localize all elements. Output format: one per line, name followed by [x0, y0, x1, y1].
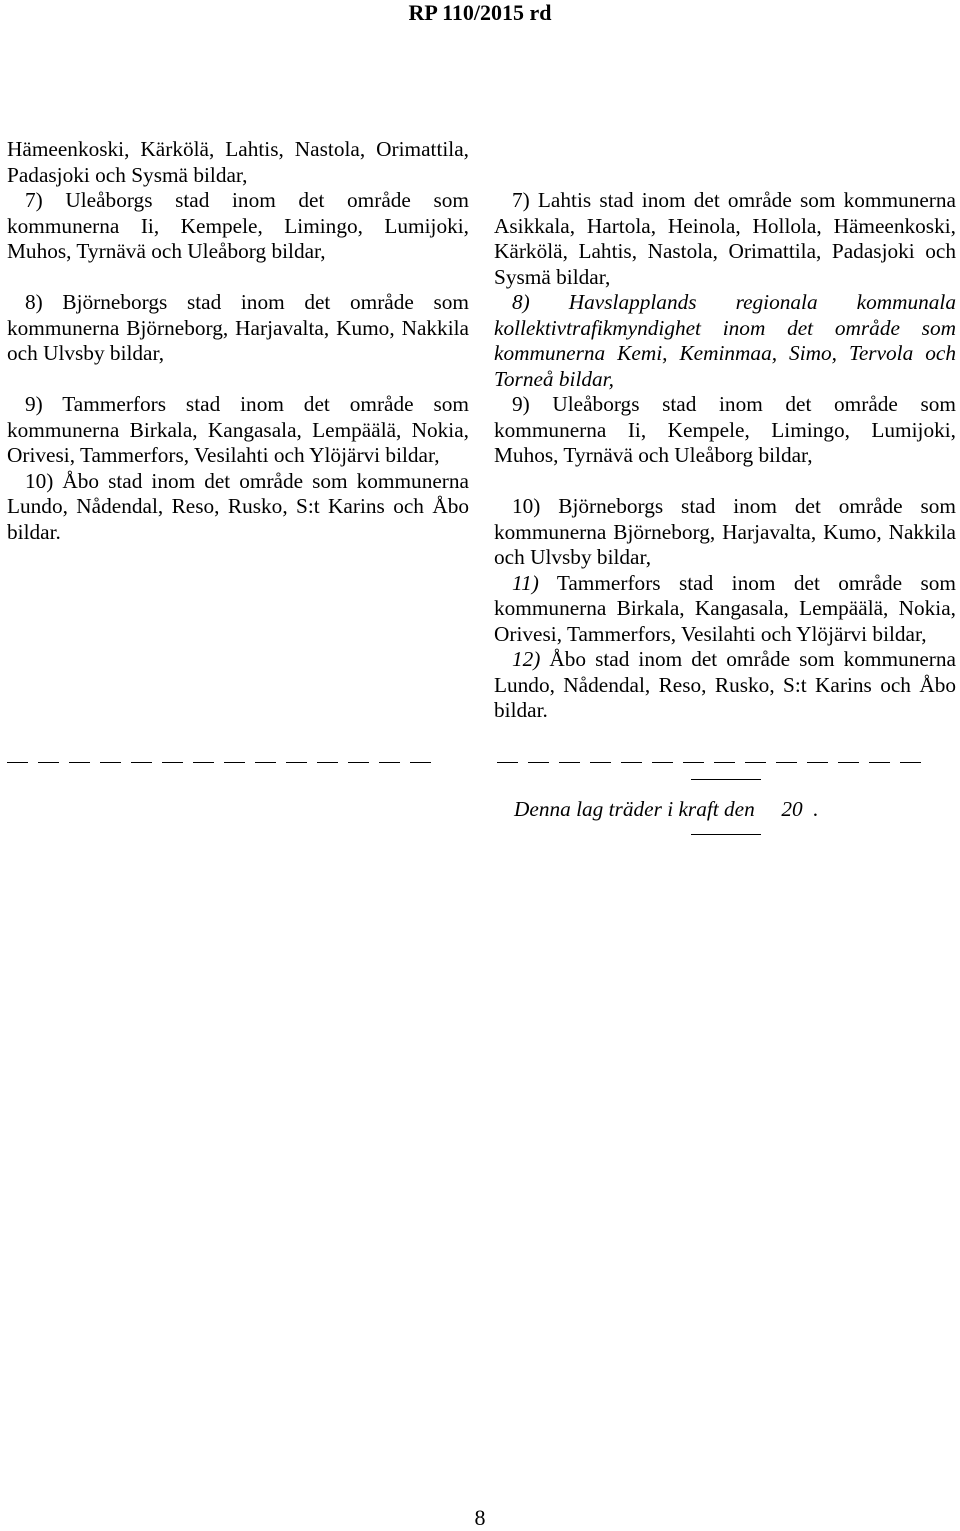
paragraph-item-8: 8) Havslapplands regionala kommunala kollektivtrafikmyndighet inom det område som kommunerna Kemi, Keminmaa, Simo, Tervola och Torneå bildar, — [494, 290, 956, 391]
right-column — [494, 188, 956, 724]
rule-below-enactment — [691, 834, 761, 835]
paragraph-item-8: 8) Björneborgs stad inom det område som kommunerna Björneborg, Harjavalta, Kumo, Nakkila och Ulvsby bildar, — [7, 290, 469, 365]
dash — [559, 762, 580, 763]
item-text: Åbo stad inom det område som kommunerna Lundo, Nådendal, Reso, Rusko, S:t Karins och Åbo bildar. — [494, 647, 956, 722]
dash — [590, 762, 611, 763]
dash — [776, 762, 797, 763]
paragraph-item-12 — [494, 647, 956, 724]
paragraph-item-7: 7) Uleåborgs stad inom det område som kommunerna Ii, Kempele, Limingo, Lumijoki, Muhos, Tyrnävä och Uleåborg bildar, — [7, 188, 469, 263]
paragraph-item-11 — [494, 571, 956, 648]
paragraph-item-9: 9) Uleåborgs stad inom det område som kommunerna Ii, Kempele, Limingo, Lumijoki, Muhos, Tyrnävä och Uleåborg bildar, — [494, 392, 956, 467]
dash — [900, 762, 921, 763]
page-number: 8 — [474, 1505, 486, 1530]
dash — [410, 762, 431, 763]
document-header: RP 110/2015 rd — [408, 0, 552, 25]
item-number: 11) — [512, 570, 539, 595]
dash-separator-right — [497, 762, 921, 763]
dash — [348, 762, 369, 763]
dash — [162, 762, 183, 763]
paragraph-item-7: 7) Lahtis stad inom det område som kommunerna Asikkala, Hartola, Heinola, Hollola, Hämeenkoski, Kärkölä, Lahtis, Nastola, Orimattila, Padasjoki och Sysmä bildar, — [494, 188, 956, 289]
rule-above-enactment — [691, 779, 761, 780]
dash — [100, 762, 121, 763]
paragraph-item-10: 10) Björneborgs stad inom det område som kommunerna Björneborg, Harjavalta, Kumo, Nakkila och Ulvsby bildar, — [494, 494, 956, 569]
paragraph-item-10: 10) Åbo stad inom det område som kommunerna Lundo, Nådendal, Reso, Rusko, S:t Karins och Åbo bildar. — [7, 468, 469, 544]
left-column — [7, 137, 469, 545]
dash — [286, 762, 307, 763]
dash — [379, 762, 400, 763]
dash — [255, 762, 276, 763]
dash — [869, 762, 890, 763]
paragraph-item-9: 9) Tammerfors stad inom det område som kommunerna Birkala, Kangasala, Lempäälä, Nokia, Orivesi, Tammerfors, Vesilahti och Ylöjärvi bildar, — [7, 392, 469, 467]
dash — [838, 762, 859, 763]
paragraph-continuation: Hämeenkoski, Kärkölä, Lahtis, Nastola, Orimattila, Padasjoki och Sysmä bildar, — [7, 137, 469, 187]
dash — [528, 762, 549, 763]
dash — [38, 762, 59, 763]
dash — [224, 762, 245, 763]
dash — [7, 762, 28, 763]
dash — [652, 762, 673, 763]
dash — [69, 762, 90, 763]
dash — [714, 762, 735, 763]
dash — [317, 762, 338, 763]
dash — [745, 762, 766, 763]
dash-separator-left — [7, 762, 431, 763]
dash — [683, 762, 704, 763]
enactment-clause: Denna lag träder i kraft den 20 . — [514, 797, 819, 821]
dash — [497, 762, 518, 763]
dash — [807, 762, 828, 763]
dash — [193, 762, 214, 763]
dash — [131, 762, 152, 763]
item-text: Tammerfors stad inom det område som kommunerna Birkala, Kangasala, Lempäälä, Nokia, Orivesi, Tammerfors, Vesilahti och Ylöjärvi bildar, — [494, 570, 956, 646]
item-number: 12) — [512, 647, 541, 671]
dash — [621, 762, 642, 763]
